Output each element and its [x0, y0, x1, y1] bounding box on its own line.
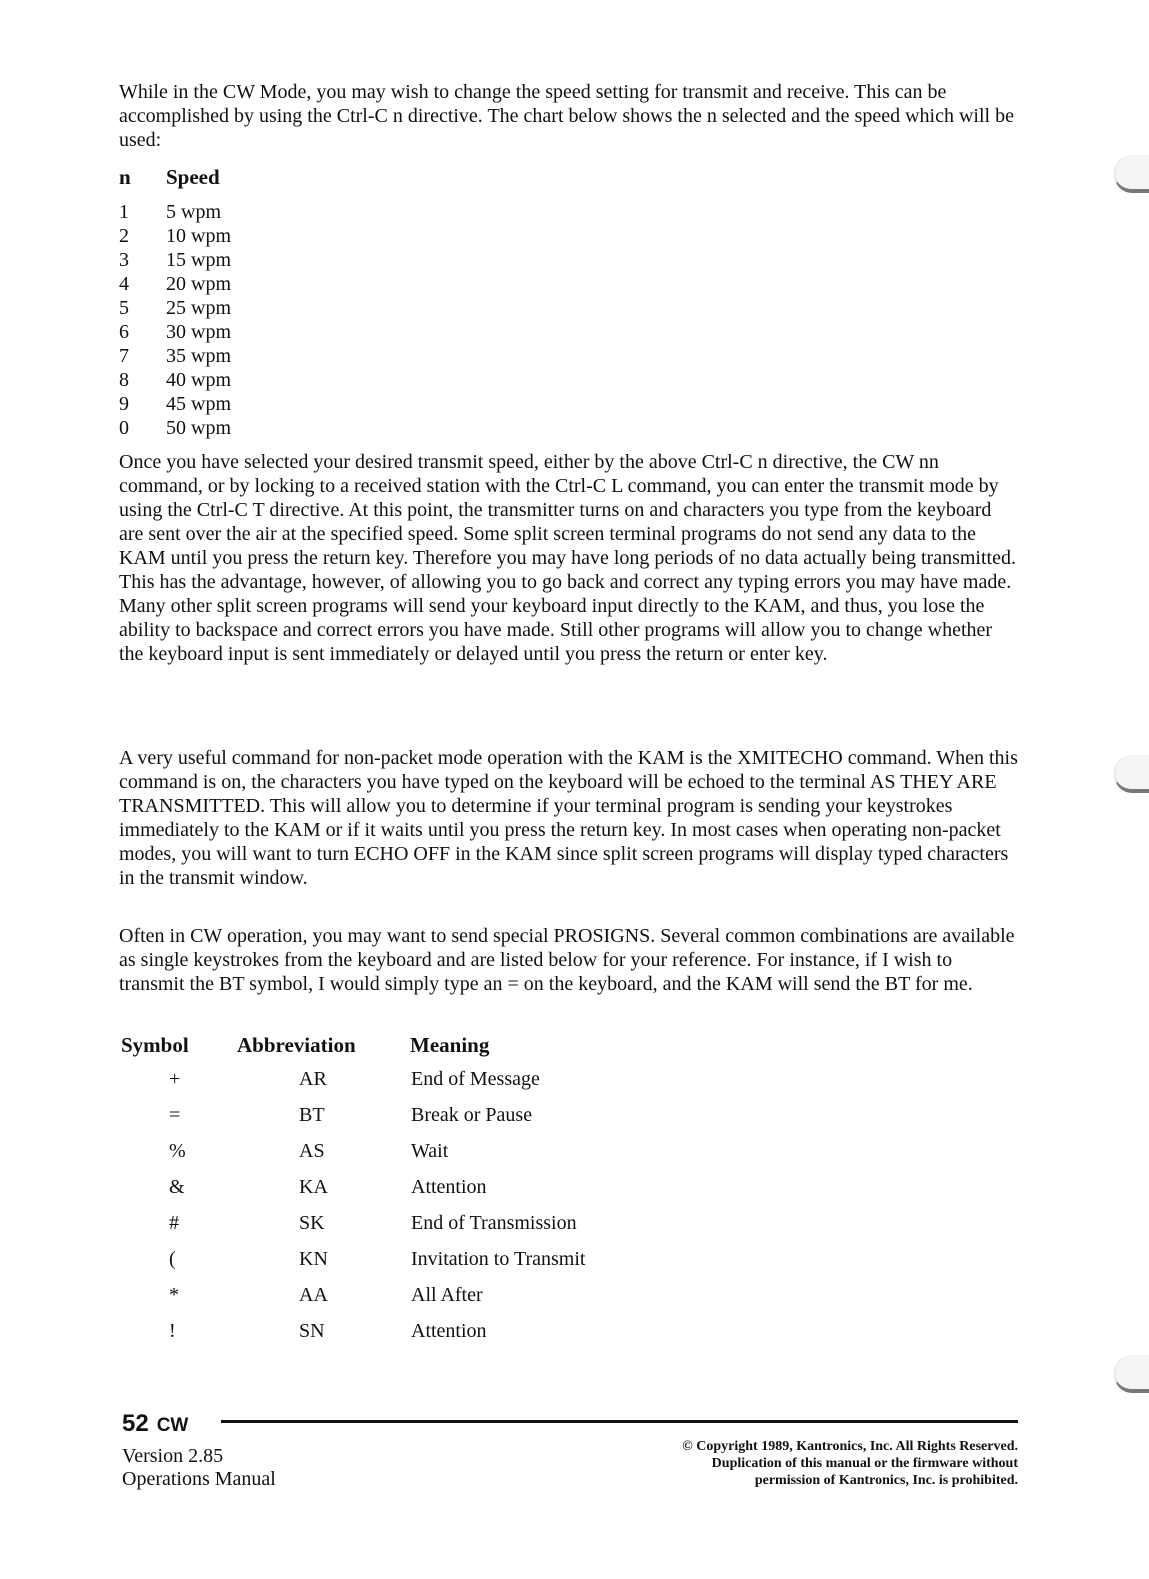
speed-header-n: n: [119, 165, 131, 189]
speed-row: [119, 200, 231, 224]
binder-hole-top: [1114, 155, 1149, 193]
speed-row: [119, 320, 231, 344]
speed-row: [119, 392, 231, 416]
prosign-abbreviation: BT: [299, 1104, 325, 1126]
speed-value: 25 wpm: [166, 297, 231, 319]
speed-value: 10 wpm: [166, 225, 231, 247]
permission-text: permission of Kantronics, Inc. is prohibited.: [754, 1473, 1018, 1488]
manual-title: Operations Manual: [122, 1468, 276, 1490]
prosign-meaning: Attention: [411, 1176, 487, 1198]
transmit-paragraph: Once you have selected your desired transmit speed, either by the above Ctrl-C n directive, the CW nn command, or by locking to a received station with the Ctrl-C L command, you can enter the transmit mode by using the Ctrl-C T directive. At this point, the transmitter turns on and characters you type from the keyboard are sent over the air at the specified speed. Some split screen terminal programs do not send any data to the KAM until you press the return key. Therefore you may have long periods of no data actually being transmitted. This has the advantage, however, of allowing you to go back and correct any typing errors you may have made. Many other split screen programs will send your keyboard input directly to the KAM, and thus, you lose the ability to backspace and correct errors you have made. Still other programs will allow you to change whether the keyboard input is sent immediately or delayed until you press the return or enter key.: [119, 451, 1016, 665]
speed-row: [119, 416, 231, 440]
speed-n: 6: [119, 321, 129, 343]
prosigns-paragraph: Often in CW operation, you may want to send special PROSIGNS. Several common combinations are available as single keystrokes from the keyboard and are listed below for your reference. For instance, if I wish to transmit the BT symbol, I would simply type an = on the keyboard, and the KAM will send the BT for me.: [119, 925, 1015, 995]
speed-row: [119, 368, 231, 392]
prosign-abbreviation: SN: [299, 1320, 325, 1342]
footer-page-label: [122, 1410, 188, 1438]
speed-value: 45 wpm: [166, 393, 231, 415]
prosign-abbreviation: AS: [299, 1140, 325, 1162]
prosign-header-abbreviation: Abbreviation: [237, 1033, 356, 1057]
prosign-abbreviation: AA: [299, 1284, 328, 1306]
footer-version-block: [122, 1445, 276, 1491]
speed-n: 9: [119, 393, 129, 415]
prosign-abbreviation: KA: [299, 1176, 328, 1198]
intro-paragraph: While in the CW Mode, you may wish to change the speed setting for transmit and receive. This can be accomplished by using the Ctrl-C n directive. The chart below shows the n selected and the speed which will be used:: [119, 81, 1014, 151]
speed-table-header: [119, 165, 220, 190]
speed-n: 0: [119, 417, 129, 439]
speed-header-speed: Speed: [166, 165, 220, 189]
speed-n: 8: [119, 369, 129, 391]
footer-rule: [221, 1420, 1018, 1423]
prosign-meaning: Attention: [411, 1320, 487, 1342]
prosign-symbol: =: [169, 1104, 181, 1126]
copyright-text: © Copyright 1989, Kantronics, Inc. All Rights Reserved.: [682, 1439, 1018, 1454]
prosign-meaning: All After: [411, 1284, 483, 1306]
footer-copyright-block: [682, 1438, 1018, 1489]
binder-hole-middle: [1114, 755, 1149, 793]
prosign-meaning: Wait: [411, 1140, 449, 1162]
speed-n: 3: [119, 249, 129, 271]
prosign-header-meaning: Meaning: [410, 1033, 490, 1057]
prosign-meaning: End of Message: [411, 1068, 540, 1090]
binder-hole-bottom: [1114, 1355, 1149, 1393]
speed-value: 50 wpm: [166, 417, 231, 439]
speed-row: [119, 272, 231, 296]
prosign-abbreviation: AR: [299, 1068, 327, 1090]
speed-row: [119, 224, 231, 248]
speed-n: 1: [119, 201, 129, 223]
speed-row: [119, 296, 231, 320]
prosign-header-symbol: Symbol: [121, 1033, 189, 1057]
duplication-text: Duplication of this manual or the firmware without: [711, 1456, 1018, 1471]
prosign-abbreviation: SK: [299, 1212, 325, 1234]
prosign-symbol: +: [169, 1068, 181, 1090]
prosign-symbol: #: [169, 1212, 179, 1234]
xmitecho-paragraph: A very useful command for non-packet mode operation with the KAM is the XMITECHO command. When this command is on, the characters you have typed on the keyboard will be echoed to the terminal AS THEY ARE TRANSMITTED. This will allow you to determine if your terminal program is sending your keystrokes immediately to the KAM or if it waits until you press the return key. In most cases when operating non-packet modes, you will want to turn ECHO OFF in the KAM since split screen programs will display typed characters in the transmit window.: [119, 747, 1018, 889]
speed-value: 30 wpm: [166, 321, 231, 343]
section-label: CW: [156, 1415, 189, 1436]
speed-n: 7: [119, 345, 129, 367]
prosign-abbreviation: KN: [299, 1248, 328, 1270]
speed-value: 35 wpm: [166, 345, 231, 367]
prosign-meaning: Invitation to Transmit: [411, 1248, 586, 1270]
speed-value: 20 wpm: [166, 273, 231, 295]
version-text: Version 2.85: [122, 1445, 224, 1467]
speed-value: 15 wpm: [166, 249, 231, 271]
speed-value: 5 wpm: [166, 201, 221, 223]
prosign-symbol: (: [169, 1248, 176, 1270]
prosign-symbol: &: [169, 1176, 185, 1198]
speed-row: [119, 248, 231, 272]
prosign-meaning: Break or Pause: [411, 1104, 533, 1126]
prosign-symbol: *: [169, 1284, 179, 1306]
prosign-symbol: !: [169, 1320, 176, 1342]
speed-value: 40 wpm: [166, 369, 231, 391]
speed-n: 4: [119, 273, 129, 295]
page-number: 52: [122, 1410, 149, 1437]
prosign-symbol: %: [169, 1140, 186, 1162]
prosign-meaning: End of Transmission: [411, 1212, 577, 1234]
speed-table: [119, 200, 231, 440]
speed-n: 5: [119, 297, 129, 319]
speed-n: 2: [119, 225, 129, 247]
speed-row: [119, 344, 231, 368]
